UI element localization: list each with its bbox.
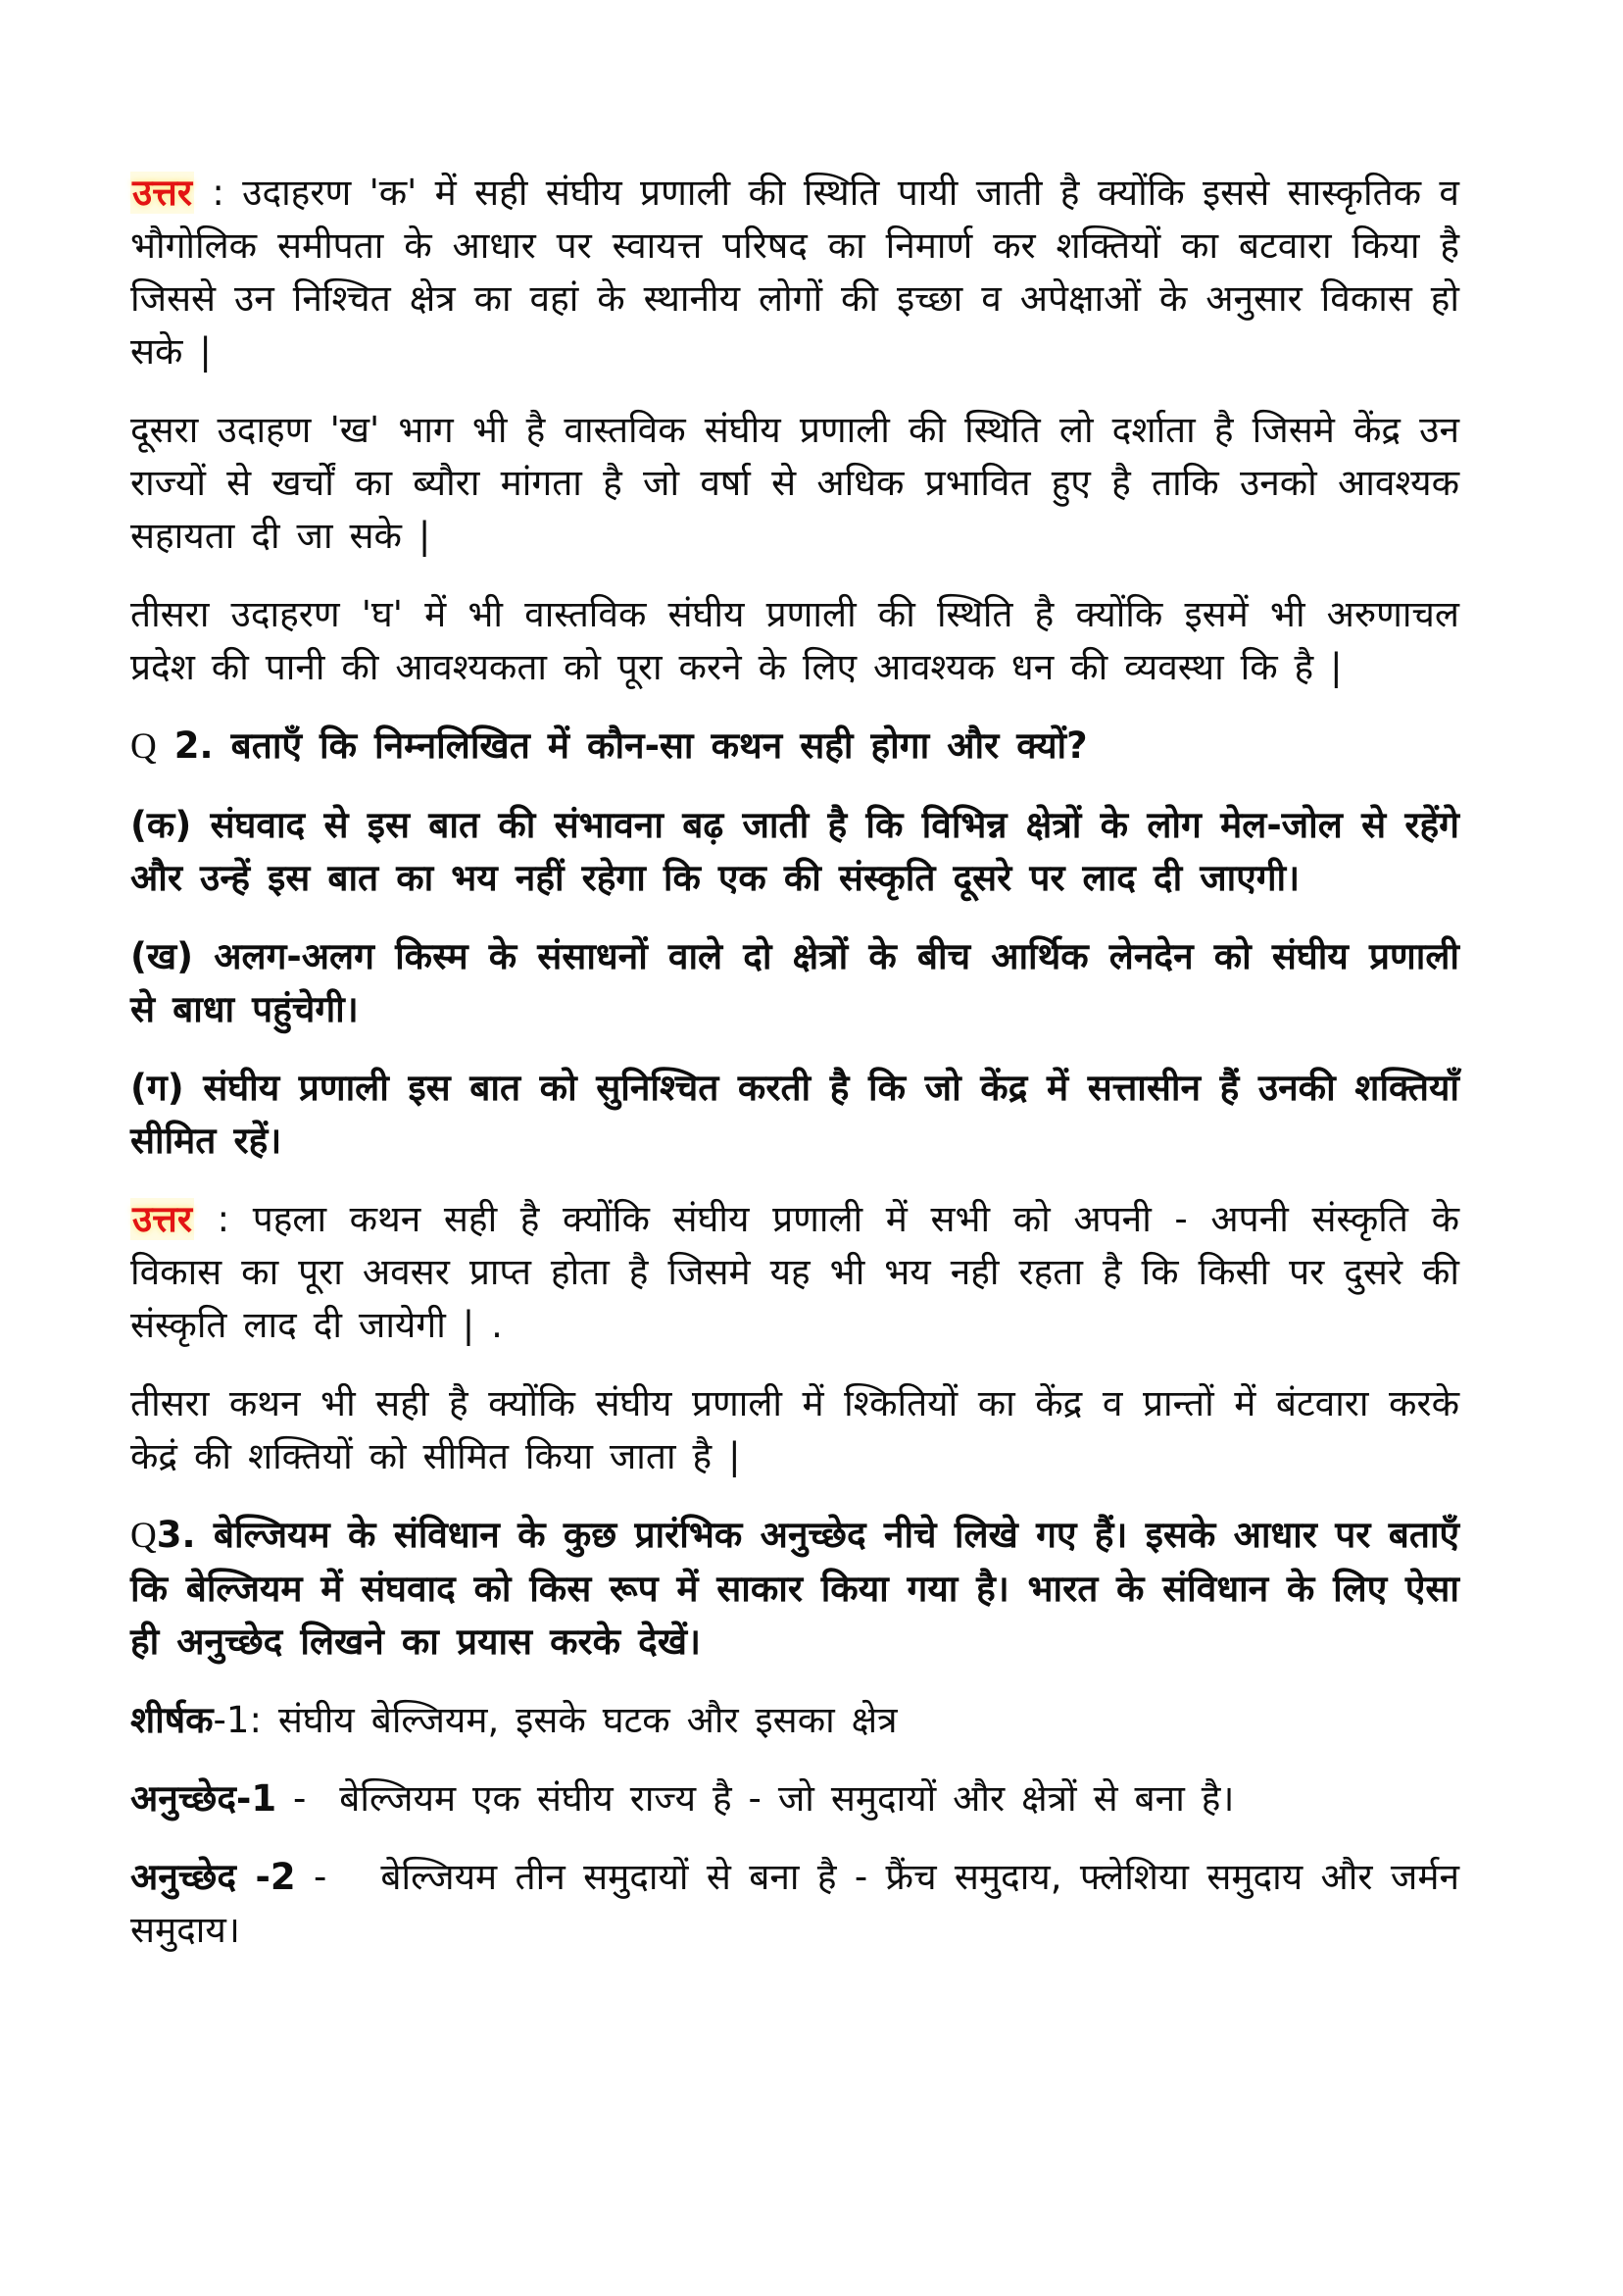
question-2-heading	[130, 720, 1459, 774]
article-2-separator: -	[295, 1856, 381, 1898]
statement-ga-text: (ग) संघीय प्रणाली इस बात को सुनिश्चित करती है कि जो केंद्र में सत्तासीन हैं उनकी शक्तियाँ सीमित रहें।	[130, 1067, 1459, 1162]
statement-kha	[130, 930, 1459, 1036]
article-2-text: बेल्जियम तीन समुदायों से बना है - फ्रैंच समुदाय, फ्लेशिया समुदाय और जर्मन समुदाय।	[130, 1856, 1460, 1951]
answer-label: उत्तर	[132, 1198, 192, 1240]
article-1-text: बेल्जियम एक संघीय राज्य है - जो समुदायों और क्षेत्रों से बना है।	[339, 1777, 1235, 1820]
article-1-label: अनुच्छेद-1	[130, 1777, 277, 1820]
question-2-number: 2.	[156, 724, 231, 767]
article-2-label: अनुच्छेद -2	[130, 1856, 296, 1898]
statement-ka-text: (क) संघवाद से इस बात की संभावना बढ़ जाती है कि विभिन्न क्षेत्रों के लोग मेल-जोल से रहेंगे और उन्हें इस बात का भय नहीं रहेगा कि एक की संस्कृति दूसरे पर लाद दी जाएगी।	[130, 804, 1459, 899]
statement-kha-text: (ख) अलग-अलग किस्म के संसाधनों वाले दो क्षेत्रों के बीच आर्थिक लेनदेन को संघीय प्रणाली से बाधा पहुंचेगी।	[130, 935, 1459, 1030]
answer-2-text: पहला कथन सही है क्योंकि संघीय प्रणाली में सभी को अपनी - अपनी संस्कृति के विकास का पूरा अवसर प्राप्त होता है जिसमे यह भी भय नही रहता है कि किसी पर दुसरे की संस्कृति लाद दी जायेगी | .	[130, 1198, 1459, 1346]
answer-1-paragraph-2	[130, 404, 1459, 563]
article-1-separator: -	[276, 1777, 340, 1820]
answer-separator: :	[193, 1198, 253, 1240]
question-2-text: बताएँ कि निम्नलिखित में कौन-सा कथन सही होगा और क्यों?	[230, 724, 1088, 767]
question-3-text: बेल्जियम के संविधान के कुछ प्रारंभिक अनुच्छेद नीचे लिखे गए हैं। इसके आधार पर बताएँ कि बेल्जियम में संघवाद को किस रूप में साकार किया गया है। भारत के संविधान के लिए ऐसा ही अनुच्छेद लिखने का प्रयास करके देखें।	[130, 1514, 1459, 1663]
answer-1-paragraph-1	[130, 167, 1459, 378]
statement-ka	[130, 799, 1459, 905]
question-2-q-letter: Q	[130, 726, 157, 767]
statement-ga	[130, 1062, 1459, 1168]
question-3-q-letter: Q	[130, 1516, 157, 1556]
question-3-heading	[130, 1509, 1459, 1669]
answer-2-paragraph-2-text: तीसरा कथन भी सही है क्योंकि संघीय प्रणाली में श्कितियों का केंद्र व प्रान्तों में बंटवारा करके केद्रं की शक्तियों को सीमित किया जाता है |	[130, 1382, 1459, 1477]
answer-1-paragraph-2-text: दूसरा उदाहण 'ख' भाग भी है वास्तविक संघीय प्रणाली की स्थिति लो दर्शाता है जिसमे केंद्र उन राज्यों से खर्चों का ब्यौरा मांगता है जो वर्षा से अधिक प्रभावित हुए है ताकि उनको आवश्यक सहायता दी जा सके |	[130, 409, 1459, 557]
answer-separator: :	[193, 172, 243, 214]
answer-2-paragraph-1	[130, 1193, 1459, 1352]
belgium-heading-1	[130, 1694, 1459, 1747]
answer-2-paragraph-2	[130, 1377, 1459, 1483]
question-3-number: 3.	[156, 1514, 214, 1556]
article-1	[130, 1772, 1459, 1825]
answer-1-paragraph-3-text: तीसरा उदाहरण 'घ' में भी वास्तविक संघीय प्रणाली की स्थिति है क्योंकि इसमें भी अरुणाचल प्रदेश की पानी की आवश्यकता को पूरा करने के लिए आवश्यक धन की व्यवस्था कि है |	[130, 593, 1459, 688]
article-2	[130, 1851, 1459, 1957]
answer-1-paragraph-3	[130, 588, 1459, 694]
answer-label: उत्तर	[132, 172, 192, 214]
heading-1-text: -1: संघीय बेल्जियम, इसके घटक और इसका क्षेत्र	[213, 1699, 898, 1741]
document-content	[130, 167, 1459, 1957]
answer-1-text: उदाहरण 'क' में सही संघीय प्रणाली की स्थिति पायी जाती है क्योंकि इससे सास्कृतिक व भौगोलिक समीपता के आधार पर स्वायत्त परिषद का निमार्ण कर शक्तियों का बटवारा किया है जिससे उन निश्चित क्षेत्र का वहां के स्थानीय लोगों की इच्छा व अपेक्षाओं के अनुसार विकास हो सके |	[130, 172, 1459, 373]
heading-1-label: शीर्षक	[130, 1699, 214, 1741]
